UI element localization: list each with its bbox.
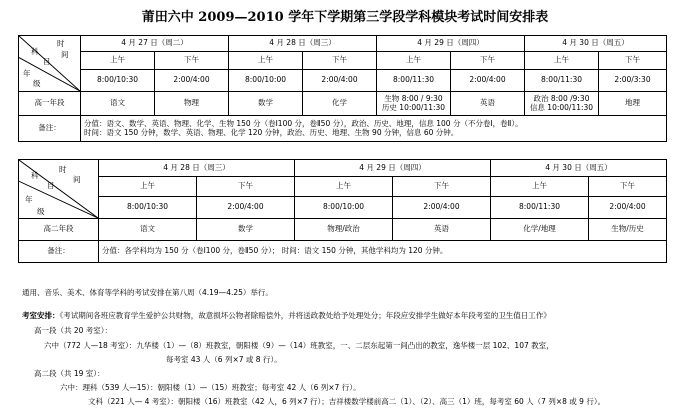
notes-cell [81, 116, 667, 142]
corner-nian: 年 [25, 195, 33, 204]
subject-cell: 物理/政治 [295, 219, 393, 241]
subject-cell: 英语 [451, 92, 525, 116]
time-cell: 8:00/10:00 [229, 70, 303, 92]
time-cell: 2:00/4:00 [589, 197, 667, 219]
note-line: 时间：语文 150 分钟，数学、英语、物理、化学 120 分钟，政治、历史、地理、生物 90 分钟，信息 60 分钟。 [84, 127, 459, 137]
time-cell: 2:00/3:30 [599, 70, 667, 92]
general-note: 通用、音乐、美术、体育等学科的考试安排在第八周（4.19—4.25）举行。 [22, 288, 273, 297]
time-cell: 8:00/10:30 [81, 70, 155, 92]
half-day: 上午 [295, 177, 393, 197]
day-header: 4 月 28 日（周三） [99, 160, 295, 177]
half-day: 下午 [303, 52, 377, 70]
corner-ke: 科 [31, 171, 39, 180]
subject-cell: 语文 [81, 92, 155, 116]
subject-cell: 数学 [229, 92, 303, 116]
day-header: 4 月 30 日（周五） [491, 160, 667, 177]
half-day: 下午 [393, 177, 491, 197]
time-cell: 8:00/10:30 [99, 197, 197, 219]
time-cell: 8:00/11:30 [525, 70, 599, 92]
grade-1-schedule-table [18, 35, 667, 142]
grade-1-rooms-detail: 六中（772 人—18 考室）：九华楼（1）—（8）班教室，朝阳楼（9）—（14）班教室，一、二层东起第一间凸出的教室，逸华楼一层 102、107 教室， [44, 341, 554, 350]
grade-label: 高一年段 [19, 92, 81, 116]
subject-cell: 语文 [99, 219, 197, 241]
time-cell: 2:00/4:00 [393, 197, 491, 219]
subject-cell: 物理 [155, 92, 229, 116]
notes-cell: 分值：各学科均为 150 分（卷Ⅰ100 分，卷Ⅱ50 分）； 时间：语文 150 分钟，其他学科均为 120 分钟。 [99, 241, 667, 263]
time-cell: 8:00/11:30 [377, 70, 451, 92]
room-arrangement-note: 考室安排：《考试期间各班应教育学生爱护公共财物，故意损坏公物者除赔偿外，并将送政教处给予处理处分；年段应安排学生做好本年段考室的卫生值日工作》 [22, 311, 551, 320]
grade-2-rooms-heading: 高二段（共 19 室）： [34, 369, 105, 378]
corner-ji: 级 [33, 79, 41, 88]
subject-cell: 地理 [599, 92, 667, 116]
subject-cell: 英语 [393, 219, 491, 241]
corner-ke: 科 [31, 47, 39, 56]
subject-cell: 生物 8:00 / 9:30 历史 10:00/11:30 [377, 92, 451, 116]
time-cell: 2:00/4:00 [155, 70, 229, 92]
time-cell: 8:00/10:00 [295, 197, 393, 219]
notes-label: 备注： [19, 241, 99, 263]
half-day: 下午 [155, 52, 229, 70]
subject-cell: 政治 8:00 /9:30 信息 10:00/11:30 [525, 92, 599, 116]
page-title: 莆田六中 2009—2010 学年下学期第三学段学科模块考试时间安排表 [141, 10, 549, 25]
half-day: 下午 [589, 177, 667, 197]
half-day: 上午 [491, 177, 589, 197]
subject-cell: 化学 [303, 92, 377, 116]
grade-2-science-rooms: 六中：理科（539 人—15）：朝阳楼（1）—（15）班教室；每考室 42 人（6 列×7 行）。 [60, 383, 361, 392]
half-day: 上午 [525, 52, 599, 70]
corner-header [19, 36, 81, 92]
corner-shi: 时 [57, 39, 65, 48]
day-header: 4 月 27 日（周二） [81, 36, 229, 52]
time-cell: 2:00/4:00 [303, 70, 377, 92]
note-line: 分值：语文、数学、英语、物理、化学、生物 150 分（卷Ⅰ100 分，卷Ⅱ50 分），政治、历史、地理，信息 100 分（不分卷Ⅰ，卷Ⅱ）。 [84, 118, 523, 128]
time-cell: 8:00/11:30 [491, 197, 589, 219]
time-cell: 2:00/4:00 [451, 70, 525, 92]
half-day: 上午 [81, 52, 155, 70]
subject-cell: 数学 [197, 219, 295, 241]
half-day: 上午 [377, 52, 451, 70]
subject-cell: 化学/地理 [491, 219, 589, 241]
corner-header [19, 160, 99, 219]
half-day: 下午 [197, 177, 295, 197]
corner-mu: 目 [43, 57, 51, 66]
grade-2-schedule-table [18, 159, 667, 263]
corner-mu: 目 [47, 181, 55, 190]
corner-ji: 级 [37, 207, 45, 216]
half-day: 上午 [99, 177, 197, 197]
corner-shi: 时 [59, 165, 67, 174]
corner-jian: 间 [73, 175, 81, 184]
day-header: 4 月 29 日（周四） [377, 36, 525, 52]
grade-2-arts-rooms: 文科（221 人— 4 考室）：朝阳楼（16）班教室（42 人，6 列×7 行）；吉祥楼数学楼前高二（1）、（2）、高三（1）班，每考室 60 人（7 列×8 或 9 行）。 [88, 397, 606, 406]
corner-jian: 间 [61, 50, 69, 59]
notes-label: 备注： [19, 116, 81, 142]
grade-1-rooms-capacity: 每考室 43 人（6 列×7 或 8 行）。 [166, 355, 282, 364]
subject-cell: 生物/历史 [589, 219, 667, 241]
half-day: 上午 [229, 52, 303, 70]
day-header: 4 月 29 日（周四） [295, 160, 491, 177]
grade-label: 高二年段 [19, 219, 99, 241]
day-header: 4 月 28 日（周三） [229, 36, 377, 52]
half-day: 下午 [451, 52, 525, 70]
time-cell: 2:00/4:00 [197, 197, 295, 219]
grade-1-rooms-heading: 高一段（共 20 考室）： [34, 326, 113, 335]
corner-nian: 年 [23, 69, 31, 78]
day-header: 4 月 30 日（周五） [525, 36, 667, 52]
half-day: 下午 [599, 52, 667, 70]
